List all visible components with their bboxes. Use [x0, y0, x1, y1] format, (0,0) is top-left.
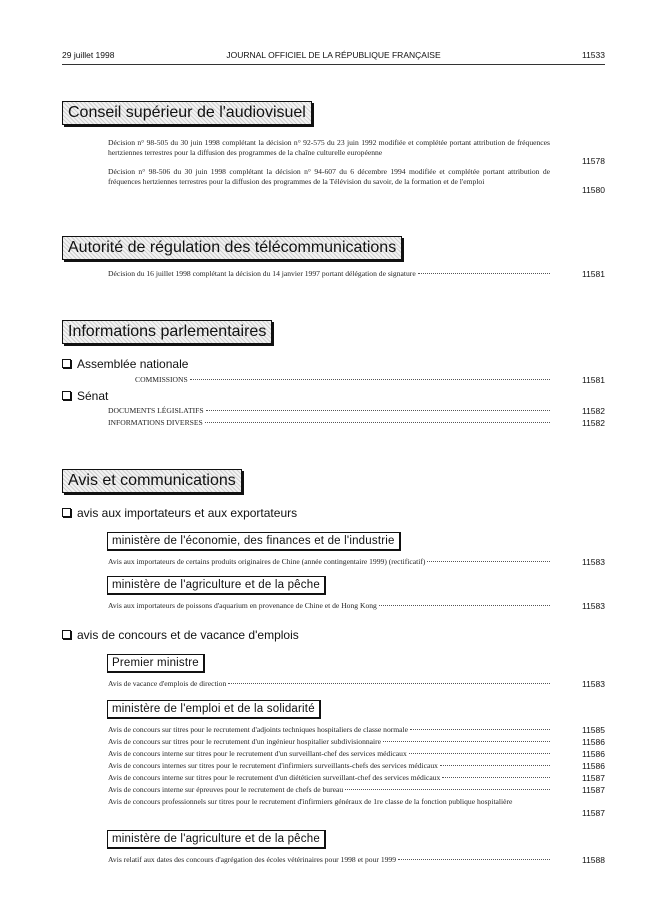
subsection-concours: [62, 628, 299, 642]
toc-entry[interactable]: [108, 797, 550, 807]
entry-page: 11580: [581, 185, 605, 195]
entry-text: DOCUMENTS LÉGISLATIFS: [108, 406, 204, 415]
subsection-label: avis de concours et de vacance d'emplois: [77, 628, 299, 642]
entry-page: 11586: [581, 761, 605, 771]
entry-text: Décision du 16 juillet 1998 complétant la décision du 14 janvier 1997 portant délégation de signature: [108, 269, 416, 278]
checkbox-bullet-icon: [62, 508, 71, 517]
header-date: 29 juillet 1998: [62, 50, 115, 60]
entry-text: Décision n° 98-506 du 30 juin 1998 complétant la décision n° 94-607 du 6 décembre 1994 modifiée et complétée portant attribution de fréquences hertziennes terrestres pour la diffusion des programmes de la Télévision du savoir, de la formation et de l'emploi: [108, 167, 550, 186]
dot-leader: [345, 789, 550, 790]
toc-entry[interactable]: [108, 269, 550, 279]
checkbox-bullet-icon: [62, 630, 71, 639]
subsection-assemblee: [62, 357, 188, 371]
entry-page: 11588: [581, 855, 605, 865]
entry-text: Avis aux importateurs de certains produits originaires de Chine (année contingentaire 1999) (rectificatif): [108, 557, 426, 566]
entry-page: 11583: [581, 557, 605, 567]
toc-entry[interactable]: [108, 601, 550, 611]
toc-entry[interactable]: [108, 679, 550, 689]
entry-page: 11583: [581, 679, 605, 689]
ministry-heading: ministère de l'emploi et de la solidarité: [107, 700, 321, 719]
toc-entry[interactable]: [108, 737, 550, 747]
ministry-heading: ministère de l'agriculture et de la pêche: [107, 830, 326, 849]
entry-text: Avis aux importateurs de poissons d'aquarium en provenance de Chine et de Hong Kong: [108, 601, 377, 610]
entry-text: INFORMATIONS DIVERSES: [108, 418, 203, 427]
entry-page: 11585: [581, 725, 605, 735]
dot-leader: [427, 561, 550, 562]
entry-text: Avis de vacance d'emplois de direction: [108, 679, 227, 688]
toc-entry[interactable]: [108, 761, 550, 771]
entry-text: Avis de concours sur titres pour le recrutement d'un ingénieur hospitalier subdivisionnaire: [108, 737, 382, 746]
section-title-avis: Avis et communications: [62, 469, 242, 493]
entry-text: Avis de concours interne sur titres pour le recrutement d'un surveillant-chef des services médicaux: [108, 749, 407, 758]
entry-page: 11581: [581, 269, 605, 279]
entry-page: 11587: [581, 773, 605, 783]
ministry-heading: ministère de l'agriculture et de la pêche: [107, 576, 326, 595]
toc-entry[interactable]: [108, 749, 550, 759]
dot-leader: [409, 753, 550, 754]
entry-page: 11586: [581, 737, 605, 747]
toc-entry[interactable]: [108, 785, 550, 795]
dot-leader: [383, 741, 550, 742]
entry-text: COMMISSIONS: [135, 375, 188, 384]
dot-leader: [398, 859, 550, 860]
dot-leader: [442, 777, 550, 778]
ministry-heading: Premier ministre: [107, 654, 205, 673]
entry-text: Avis relatif aux dates des concours d'agrégation des écoles vétérinaires pour 1998 et pour 1999: [108, 855, 397, 864]
ministry-heading: ministère de l'économie, des finances et de l'industrie: [107, 532, 401, 551]
toc-entry[interactable]: [108, 167, 550, 186]
entry-text: Avis de concours internes sur titres pour le recrutement d'infirmiers surveillants-chefs des services médicaux: [108, 761, 438, 770]
header-journal-title: JOURNAL OFFICIEL DE LA RÉPUBLIQUE FRANÇAISE: [226, 50, 441, 60]
header-page-number: 11533: [581, 50, 605, 60]
dot-leader: [379, 605, 550, 606]
dot-leader: [190, 379, 550, 380]
toc-entry[interactable]: [108, 418, 550, 428]
subsection-label: Sénat: [77, 389, 109, 403]
toc-entry[interactable]: [108, 773, 550, 783]
toc-entry[interactable]: [108, 725, 550, 735]
entry-page: 11587: [581, 785, 605, 795]
page-header: [62, 49, 605, 61]
entry-text: Avis de concours interne sur titres pour le recrutement d'un diététicien surveillant-chef des services médicaux: [108, 773, 441, 782]
checkbox-bullet-icon: [62, 359, 71, 368]
entry-page: 11586: [581, 749, 605, 759]
section-title-art: Autorité de régulation des télécommunications: [62, 236, 402, 260]
entry-text: Décision n° 98-505 du 30 juin 1998 complétant la décision n° 92-575 du 23 juin 1992 modifiée et complétée portant attribution de fréquences hertziennes terrestres pour la diffusion des programmes de la chaîne culturelle européenne: [108, 138, 550, 157]
entry-text: Avis de concours professionnels sur titres pour le recrutement d'infirmiers généraux de 1re classe de la fonction publique hospitalière: [108, 797, 513, 806]
toc-entry[interactable]: [108, 855, 550, 865]
dot-leader: [205, 422, 550, 423]
dot-leader: [418, 273, 550, 274]
subsection-label: avis aux importateurs et aux exportateurs: [77, 506, 298, 520]
subsection-label: Assemblée nationale: [77, 357, 189, 371]
entry-page: 11583: [581, 601, 605, 611]
entry-text: Avis de concours interne sur épreuves pour le recrutement de chefs de bureau: [108, 785, 344, 794]
entry-text: Avis de concours sur titres pour le recrutement d'adjoints techniques hospitaliers de classe normale: [108, 725, 409, 734]
checkbox-bullet-icon: [62, 391, 71, 400]
dot-leader: [410, 729, 550, 730]
header-rule: [62, 64, 605, 65]
subsection-importateurs: [62, 506, 297, 520]
dot-leader: [206, 410, 550, 411]
entry-page: 11578: [581, 156, 605, 166]
entry-page: 11587: [581, 808, 605, 818]
toc-entry[interactable]: [108, 557, 550, 567]
toc-entry[interactable]: [108, 406, 550, 416]
section-title-csa: Conseil supérieur de l'audiovisuel: [62, 101, 312, 125]
entry-page: 11581: [581, 375, 605, 385]
entry-page: 11582: [581, 406, 605, 416]
entry-page: 11582: [581, 418, 605, 428]
subsection-senat: [62, 389, 108, 403]
dot-leader: [228, 683, 550, 684]
toc-entry[interactable]: [108, 138, 550, 157]
toc-entry[interactable]: [135, 375, 550, 385]
section-title-ip: Informations parlementaires: [62, 320, 272, 344]
dot-leader: [440, 765, 550, 766]
